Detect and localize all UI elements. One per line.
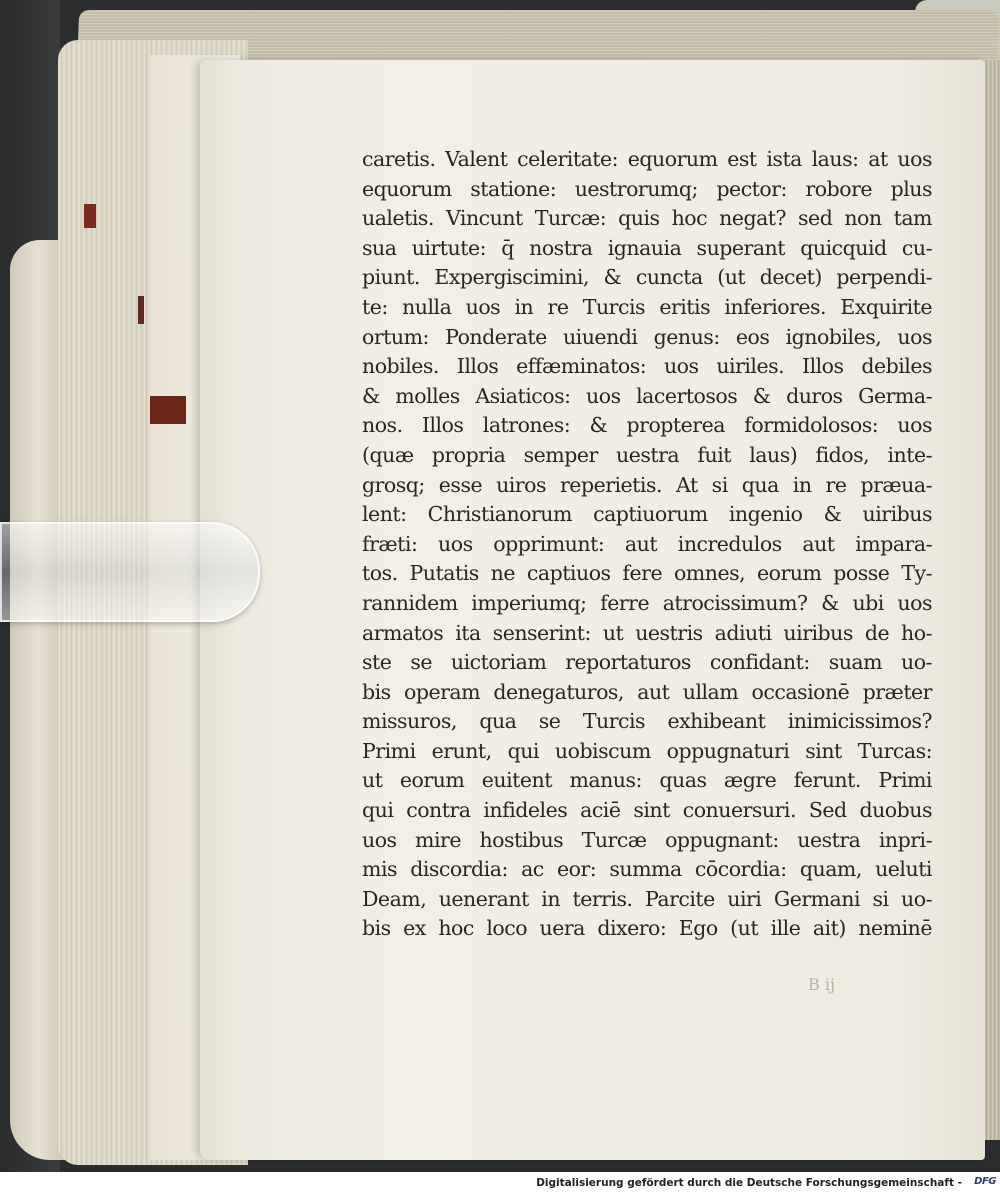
text-line: armatos ita senserint: ut uestris adiuti uiribus de ho- [362, 620, 932, 645]
page-holder-strip [0, 522, 260, 622]
text-line: te: nulla uos in re Turcis eritis inferiores. Exquirite [362, 294, 932, 319]
text-line: bis operam denegaturos, aut ullam occasionē præter [362, 679, 932, 704]
text-line: grosq; esse uiros reperietis. At si qua in re præua- [362, 472, 932, 497]
text-line: Deam, uenerant in terris. Parcite uiri Germani si uo- [362, 886, 932, 911]
text-line: sua uirtute: q̄ nostra ignauia superant quicquid cu- [362, 235, 932, 260]
text-line: uos mire hostibus Turcæ oppugnant: uestra inpri- [362, 827, 932, 852]
text-line: nos. Illos latrones: & propterea formidolosos: uos [362, 413, 932, 438]
dfg-logo: DFG [974, 1176, 996, 1187]
text-line: mis discordia: ac eor: summa cōcordia: quam, ueluti [362, 857, 932, 882]
text-line: bis ex hoc loco uera dixero: Ego (ut ille ait) neminē [362, 916, 932, 941]
text-line: missuros, qua se Turcis exhibeant inimicissimos? [362, 709, 932, 734]
text-line: Primi erunt, qui uobiscum oppugnaturi sint Turcas: [362, 738, 932, 763]
funding-credit: Digitalisierung gefördert durch die Deutsche Forschungsgemeinschaft - [536, 1177, 962, 1189]
text-line: piunt. Expergiscimini, & cuncta (ut decet) perpendi- [362, 265, 932, 290]
text-line: fræti: uos opprimunt: aut incredulos aut impara- [362, 531, 932, 556]
text-line: caretis. Valent celeritate: equorum est ista laus: at uos [362, 147, 932, 171]
text-line: ste se uictoriam reportaturos confidant: suam uo- [362, 650, 932, 675]
text-line: tos. Putatis ne captiuos fere omnes, eorum posse Ty- [362, 561, 932, 586]
body-text [362, 145, 932, 944]
text-line: rannidem imperiumq; ferre atrocissimum? & ubi uos [362, 590, 932, 615]
text-line: ut eorum euitent manus: quas ægre ferunt. Primi [362, 768, 932, 793]
text-line: lent: Christianorum captiuorum ingenio & uiribus [362, 502, 932, 527]
footer-bar [0, 1172, 1000, 1195]
text-line: nobiles. Illos effæminatos: uos uiriles. Illos debiles [362, 354, 932, 379]
text-line: & molles Asiaticos: uos lacertosos & duros Germa- [362, 383, 932, 408]
page-marker [138, 296, 144, 324]
text-line: ortum: Ponderate uiuendi genus: eos ignobiles, uos [362, 324, 932, 349]
text-line: equorum statione: uestrorumq; pector: robore plus [362, 176, 932, 201]
text-line: qui contra infideles aciē sint conuersuri. Sed duobus [362, 798, 932, 823]
text-line: ualetis. Vincunt Turcæ: quis hoc negat? sed non tam [362, 206, 932, 231]
page-marker [150, 396, 186, 424]
text-line: (quæ propria semper uestra fuit laus) fidos, inte- [362, 442, 932, 467]
page-marker [84, 204, 96, 228]
signature-mark: B ij [808, 975, 835, 994]
